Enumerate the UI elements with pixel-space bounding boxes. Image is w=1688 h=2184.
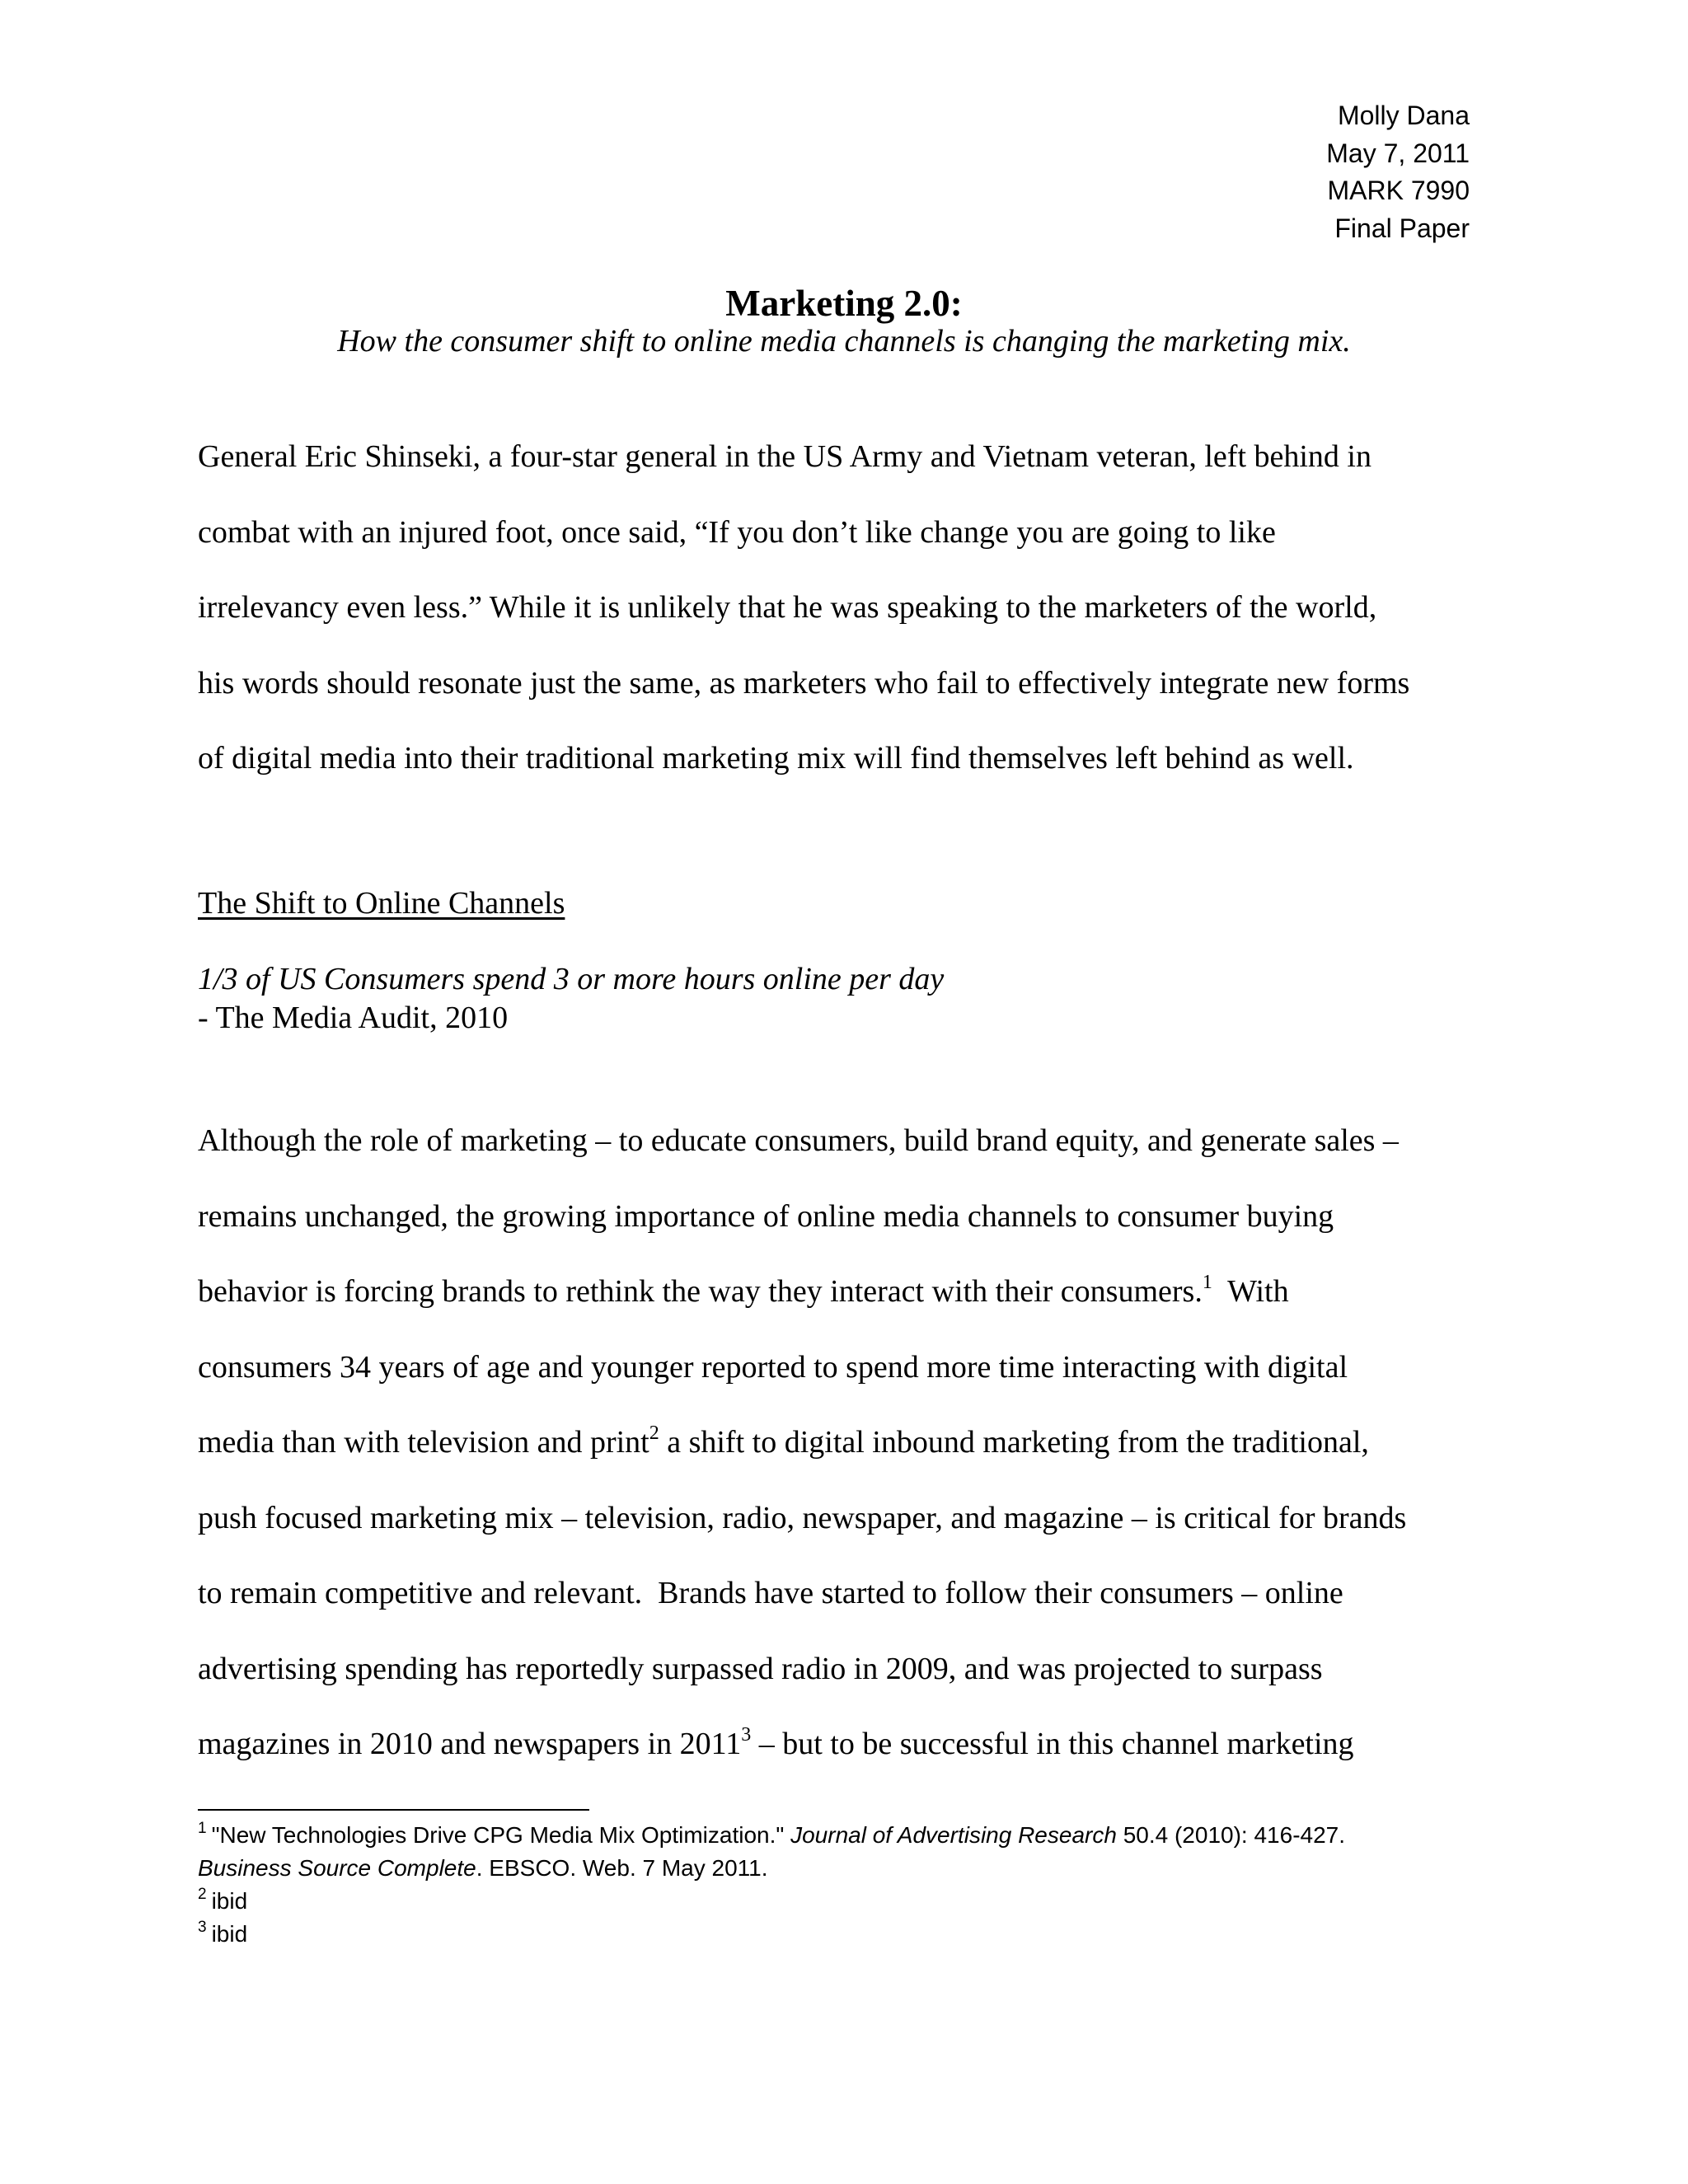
footnote-number: 2 — [198, 1886, 207, 1903]
section-heading: The Shift to Online Channels — [198, 886, 565, 921]
line-text: – but to be successful in this channel marketing — [751, 1727, 1354, 1761]
paragraph-line: of digital media into their traditional marketing mix will find themselves left behind as well. — [198, 741, 1354, 776]
paragraph-line: Although the role of marketing – to educate consumers, build brand equity, and generate sales – — [198, 1123, 1399, 1158]
footnote-number: 3 — [198, 1919, 207, 1936]
document-type: Final Paper — [1334, 213, 1470, 243]
paragraph-line: remains unchanged, the growing importance of online media channels to consumer buying — [198, 1198, 1334, 1234]
line-text: With — [1212, 1274, 1289, 1309]
footnote-divider — [198, 1809, 589, 1811]
paragraph-line — [198, 1405, 1488, 1481]
footnote-text: . EBSCO. Web. 7 May 2011. — [476, 1855, 768, 1881]
author-name: Molly Dana — [1337, 101, 1470, 130]
database-name: Business Source Complete — [198, 1855, 476, 1881]
paragraph-line — [198, 1707, 1488, 1783]
line-text: a shift to digital inbound marketing from the traditional, — [659, 1425, 1369, 1460]
line-text: media than with television and print — [198, 1425, 649, 1460]
footnote-text: ibid — [211, 1921, 248, 1947]
footnote-text: 50.4 (2010): 416-427. — [1116, 1822, 1346, 1848]
footnotes — [198, 1819, 1500, 1951]
footnote-1 — [198, 1819, 1500, 1852]
paragraph-line: advertising spending has reportedly surpassed radio in 2009, and was projected to surpass — [198, 1651, 1323, 1686]
footnote-3 — [198, 1918, 1500, 1951]
paragraph-line: consumers 34 years of age and younger reported to spend more time interacting with digital — [198, 1349, 1348, 1385]
intro-paragraph — [198, 419, 1488, 797]
paragraph-line — [198, 1254, 1488, 1330]
paragraph-line: irrelevancy even less.” While it is unlikely that he was speaking to the marketers of the world, — [198, 590, 1377, 625]
paper-date: May 7, 2011 — [1326, 138, 1470, 168]
footnote-number: 1 — [198, 1820, 207, 1837]
footnote-reference[interactable]: 2 — [649, 1422, 659, 1444]
paragraph-line: his words should resonate just the same, as marketers who fail to effectively integrate new forms — [198, 665, 1410, 701]
footnote-reference[interactable]: 3 — [741, 1724, 752, 1746]
journal-title: Journal of Advertising Research — [790, 1822, 1117, 1848]
author-header — [1326, 97, 1470, 247]
paragraph-line: General Eric Shinseki, a four-star general in the US Army and Vietnam veteran, left behind in — [198, 439, 1372, 474]
footnote-text: "New Technologies Drive CPG Media Mix Optimization." — [211, 1822, 791, 1848]
footnote-1-continued — [198, 1852, 1500, 1885]
paragraph-line: push focused marketing mix – television, radio, newspaper, and magazine – is critical for brands — [198, 1500, 1407, 1535]
course-code: MARK 7990 — [1327, 176, 1470, 205]
pull-quote: 1/3 of US Consumers spend 3 or more hours online per day — [198, 962, 945, 996]
footnote-reference[interactable]: 1 — [1202, 1272, 1212, 1293]
body-paragraph — [198, 1104, 1488, 1783]
page-subtitle: How the consumer shift to online media channels is changing the marketing mix. — [337, 324, 1351, 359]
page-title: Marketing 2.0: — [725, 283, 963, 324]
footnote-2 — [198, 1885, 1500, 1918]
footnote-text: ibid — [211, 1888, 248, 1914]
line-text: behavior is forcing brands to rethink the way they interact with their consumers. — [198, 1274, 1203, 1309]
paragraph-line: combat with an injured foot, once said, “If you don’t like change you are going to like — [198, 514, 1276, 550]
paragraph-line: to remain competitive and relevant. Brands have started to follow their consumers – online — [198, 1576, 1343, 1610]
line-text: magazines in 2010 and newspapers in 2011 — [198, 1727, 742, 1761]
quote-source: - The Media Audit, 2010 — [198, 1001, 509, 1035]
